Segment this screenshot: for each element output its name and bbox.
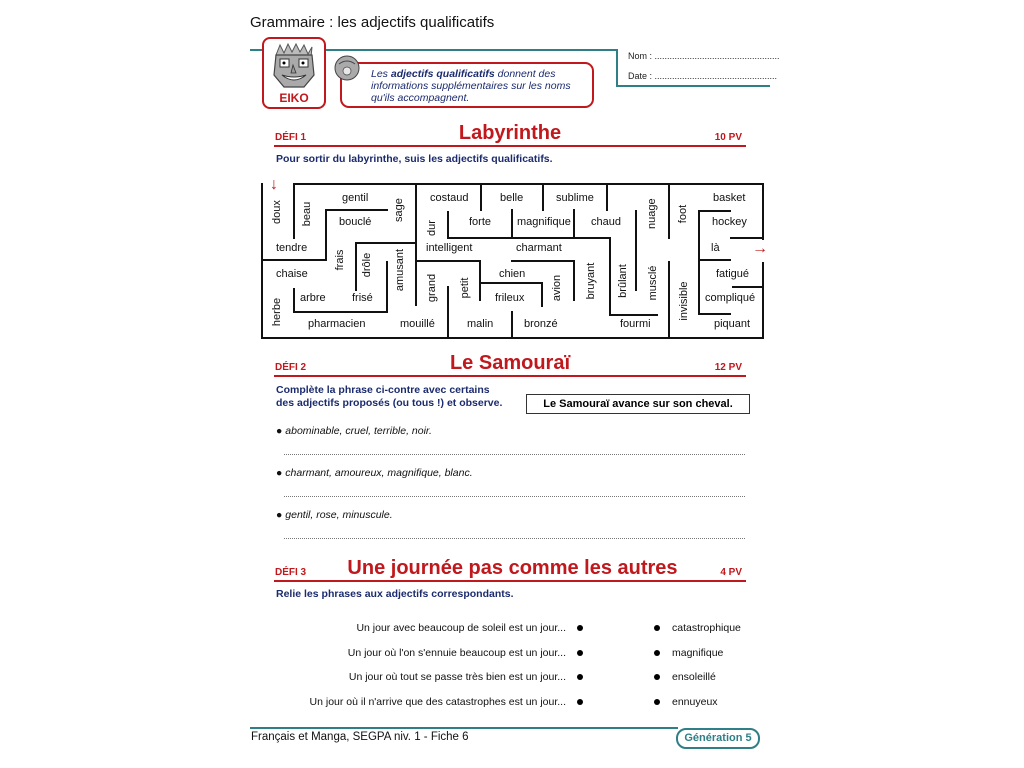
- bullet-icon: ●: [276, 467, 283, 479]
- eiko-face-icon: [264, 41, 324, 91]
- match-right-dot[interactable]: [654, 674, 660, 680]
- maze-word: frileux: [495, 292, 525, 304]
- match-left-dot[interactable]: [577, 674, 583, 680]
- maze-word: bouclé: [339, 216, 372, 228]
- maze-word: basket: [713, 192, 746, 204]
- adjective-list: charmant, amoureux, magnifique, blanc.: [285, 467, 473, 479]
- defi3-label: DÉFI 3: [275, 567, 307, 578]
- maze-word: magnifique: [517, 216, 571, 228]
- match-right-4: ennuyeux: [672, 696, 718, 708]
- maze-word-vertical: doux: [271, 200, 283, 224]
- maze-word: chaise: [276, 268, 308, 280]
- defi2-rule: [274, 375, 746, 377]
- defi1-label: DÉFI 1: [275, 132, 307, 143]
- maze-word-vertical: foot: [677, 204, 689, 224]
- maze-word: sublime: [556, 192, 594, 204]
- maze-word-vertical: grand: [426, 273, 438, 303]
- maze-word: piquant: [714, 318, 751, 330]
- maze-word: là: [711, 242, 720, 254]
- maze-word-vertical: amusant: [394, 248, 406, 292]
- bullet-icon: ●: [276, 509, 283, 521]
- adjective-set-3: [276, 509, 393, 521]
- bubble-prefix: Les: [371, 68, 391, 80]
- maze-word-vertical: invisible: [678, 281, 690, 321]
- date-field[interactable]: Date : .................................................: [628, 71, 778, 81]
- adjective-list: gentil, rose, minuscule.: [285, 509, 393, 521]
- header-rule-vertical: [616, 49, 618, 86]
- maze-word-vertical: avion: [551, 274, 563, 302]
- bullet-icon: ●: [276, 425, 283, 437]
- maze-word: malin: [467, 318, 494, 330]
- defi3-instruction: Relie les phrases aux adjectifs correspondants.: [276, 588, 514, 600]
- match-right-dot[interactable]: [654, 625, 660, 631]
- bubble-suffix: donnent des informations supplémentaires sur les noms qu'ils accompagnent.: [371, 68, 571, 104]
- defi2-title: Le Samouraï: [449, 352, 571, 374]
- sentence-box: Le Samouraï avance sur son cheval.: [526, 394, 750, 414]
- match-right-3: ensoleillé: [672, 671, 716, 683]
- maze-word: charmant: [516, 242, 562, 254]
- maze-word-vertical: drôle: [361, 252, 373, 278]
- maze-word: intelligent: [426, 242, 473, 254]
- maze-word-vertical: dur: [426, 220, 438, 236]
- maze-word: hockey: [712, 216, 747, 228]
- match-left-3: Un jour où tout se passe très bien est un jour...: [348, 671, 566, 683]
- maze-word-vertical: nuage: [646, 198, 658, 229]
- maze-word-vertical: brûlant: [617, 264, 629, 298]
- maze-word: forte: [469, 216, 492, 228]
- maze-word-vertical: beau: [301, 201, 313, 227]
- maze-word: chien: [499, 268, 526, 280]
- adjective-set-1: [276, 425, 432, 437]
- character-name: EIKO: [279, 91, 309, 105]
- maze-word: costaud: [430, 192, 469, 204]
- defi2-instruction-line2: des adjectifs proposés (ou tous !) et observe.: [276, 397, 503, 409]
- info-bubble: [340, 62, 594, 108]
- match-right-dot[interactable]: [654, 650, 660, 656]
- maze-word: mouillé: [400, 318, 435, 330]
- maze-start-arrow-icon: ↓: [270, 176, 278, 193]
- name-field[interactable]: Nom : ..................................................: [628, 51, 780, 61]
- adjective-list: abominable, cruel, terrible, noir.: [285, 425, 432, 437]
- maze-word: arbre: [300, 292, 326, 304]
- match-left-dot[interactable]: [577, 699, 583, 705]
- maze-word-vertical: sage: [393, 198, 405, 222]
- match-left-1: Un jour avec beaucoup de soleil est un jour...: [356, 622, 566, 634]
- footer-text: Français et Manga, SEGPA niv. 1 - Fiche 6: [251, 731, 469, 743]
- maze-word: chaud: [591, 216, 621, 228]
- maze-word: frisé: [352, 292, 373, 304]
- match-left-dot[interactable]: [577, 650, 583, 656]
- defi1-title: Labyrinthe: [458, 122, 562, 144]
- header-rule-left: [250, 49, 262, 51]
- defi2-label: DÉFI 2: [275, 362, 307, 373]
- defi1-instruction: Pour sortir du labyrinthe, suis les adjectifs qualificatifs.: [276, 153, 553, 165]
- maze-word: fatigué: [716, 268, 750, 280]
- match-left-2: Un jour où l'on s'ennuie beaucoup est un jour...: [347, 647, 566, 659]
- maze-exit-arrow-icon: →: [752, 240, 768, 257]
- defi3-rule: [274, 580, 746, 582]
- header-rule-right: [616, 85, 770, 87]
- footer-rule: [250, 727, 678, 729]
- maze-word: fourmi: [620, 318, 651, 330]
- defi3-title: Une journée pas comme les autres: [347, 557, 678, 579]
- defi2-points: 12 PV: [714, 362, 742, 373]
- eiko-character-card: [262, 37, 326, 109]
- match-right-dot[interactable]: [654, 699, 660, 705]
- adjective-set-2: [276, 467, 473, 479]
- match-left-4: Un jour où il n'arrive que des catastrophes est un jour...: [309, 696, 566, 708]
- maze-word: pharmacien: [308, 318, 366, 330]
- match-left-dot[interactable]: [577, 625, 583, 631]
- maze-word-vertical: herbe: [271, 297, 283, 327]
- bubble-bold: adjectifs qualificatifs: [390, 68, 495, 80]
- page-title: Grammaire : les adjectifs qualificatifs: [250, 14, 495, 31]
- match-right-1: catastrophique: [672, 622, 741, 634]
- answer-line-1[interactable]: [284, 454, 745, 455]
- maze-word-vertical: bruyant: [585, 262, 597, 300]
- answer-line-2[interactable]: [284, 496, 745, 497]
- maze-word-vertical: petit: [459, 277, 471, 299]
- maze-word: gentil: [342, 192, 369, 204]
- maze-word-vertical: musclé: [647, 265, 659, 301]
- defi3-points: 4 PV: [720, 567, 742, 578]
- defi1-points: 10 PV: [714, 132, 742, 143]
- defi1-rule: [274, 145, 746, 147]
- small-character-icon: [334, 54, 360, 82]
- generation-badge: Génération 5: [676, 728, 760, 749]
- answer-line-3[interactable]: [284, 538, 745, 539]
- maze-word-vertical: frais: [334, 249, 346, 271]
- maze-word: compliqué: [705, 292, 756, 304]
- maze-word: tendre: [276, 242, 308, 254]
- header-rule: [324, 49, 617, 51]
- maze-word: belle: [500, 192, 524, 204]
- defi2-instruction-line1: Complète la phrase ci-contre avec certains: [276, 384, 490, 396]
- bubble-text: [371, 68, 592, 104]
- maze-word: bronzé: [524, 318, 558, 330]
- match-right-2: magnifique: [672, 647, 724, 659]
